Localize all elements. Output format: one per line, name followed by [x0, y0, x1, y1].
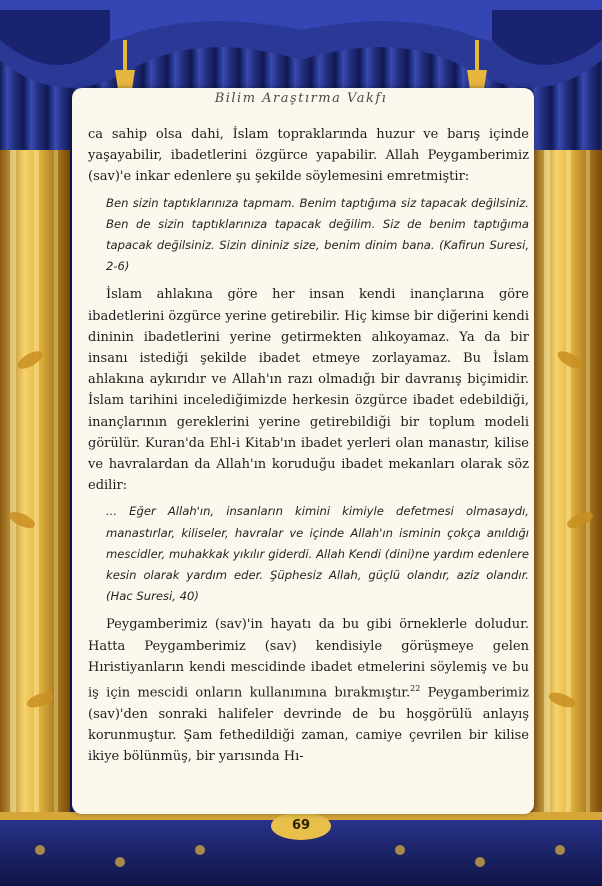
verse-source: (Kafirun Suresi, 2-6) — [106, 238, 530, 274]
footnote-reference[interactable]: 22 — [410, 684, 421, 694]
right-column — [532, 150, 602, 830]
paragraph: ca sahip olsa dahi, İslam topraklarında huzur ve barış içinde yaşayabilir, ibadetlerini özgürce yapabilir. Allah Peygamberimiz (sav)'e inkar edenlere şu şekilde söylemesini emretmiştir: — [88, 127, 529, 185]
running-header: Bilim Araştırma Vakfı — [214, 91, 388, 106]
verse-source: (Hac Suresi, 40) — [106, 589, 199, 604]
verse-quote — [88, 193, 529, 278]
paragraph-text: Peygamberimiz (sav)'den sonraki halifeler devrinde de bu hoşgörülü anlayış korunmuştur. Şam fethedildiği zaman, camiye çevrilen bir kilise ikiye bölünmüş, bir yarısında Hı- — [88, 685, 529, 765]
body-text — [88, 124, 529, 774]
paragraph — [88, 614, 529, 767]
page-number: 69 — [291, 818, 311, 833]
paragraph: İslam ahlakına göre her insan kendi inançlarına göre ibadetlerini özgürce yerine getirebilir. Hiç kimse bir diğerini kendi dininin ibadetlerini yerine getirmekten alıkoyamaz. Ya da bir insanı istediği şekilde ibadet etmeye zorlayamaz. Bu İslam ahlakına aykırıdır ve Allah'ın razı olmadığı bir davranış biçimidir. İslam tarihini incelediğimizde herkesin özgürce ibadet edebildiği, inançlarının gereklerini yerine getirebildiği bir toplum modeli görülür. Kuran'da Ehl-i Kitab'ın ibadet yerleri olan manastır, kilise ve havralardan da Allah'ın koruduğu ibadet mekanları olarak söz edilir: — [88, 287, 529, 494]
verse-text: Ben sizin taptıklarınıza tapmam. Benim taptığıma siz tapacak değilsiniz. Ben de sizin taptıklarınıza tapacak değilim. Siz de benim taptığıma tapacak değilsiniz. Sizin dininiz size, benim dinim bana. — [106, 195, 529, 253]
verse-quote — [88, 501, 529, 607]
verse-text: ... Eğer Allah'ın, insanların kimini kimiyle defetmesi olmasaydı, manastırlar, kiliseler, havralar ve içinde Allah'ın isminin çokça anıldığı mescidler, muhakkak yıkılır giderdi. Allah Kendi (dini)ne yardım edenlere kesin olarak yardım eder. Şüphesiz Allah, güçlü olandır, aziz olandır. — [106, 504, 529, 583]
left-column — [0, 150, 70, 830]
paragraph-text: Peygamberimiz (sav)'in hayatı da bu gibi örneklerle doludur. Hatta Peygamberimiz (sav) kendisiyle görüşmeye gelen Hıristiyanların kendi mescidinde ibadet etmelerini söylemiş ve bu iş için mescidi onların kullanımına bırakmıştır. — [88, 617, 529, 701]
